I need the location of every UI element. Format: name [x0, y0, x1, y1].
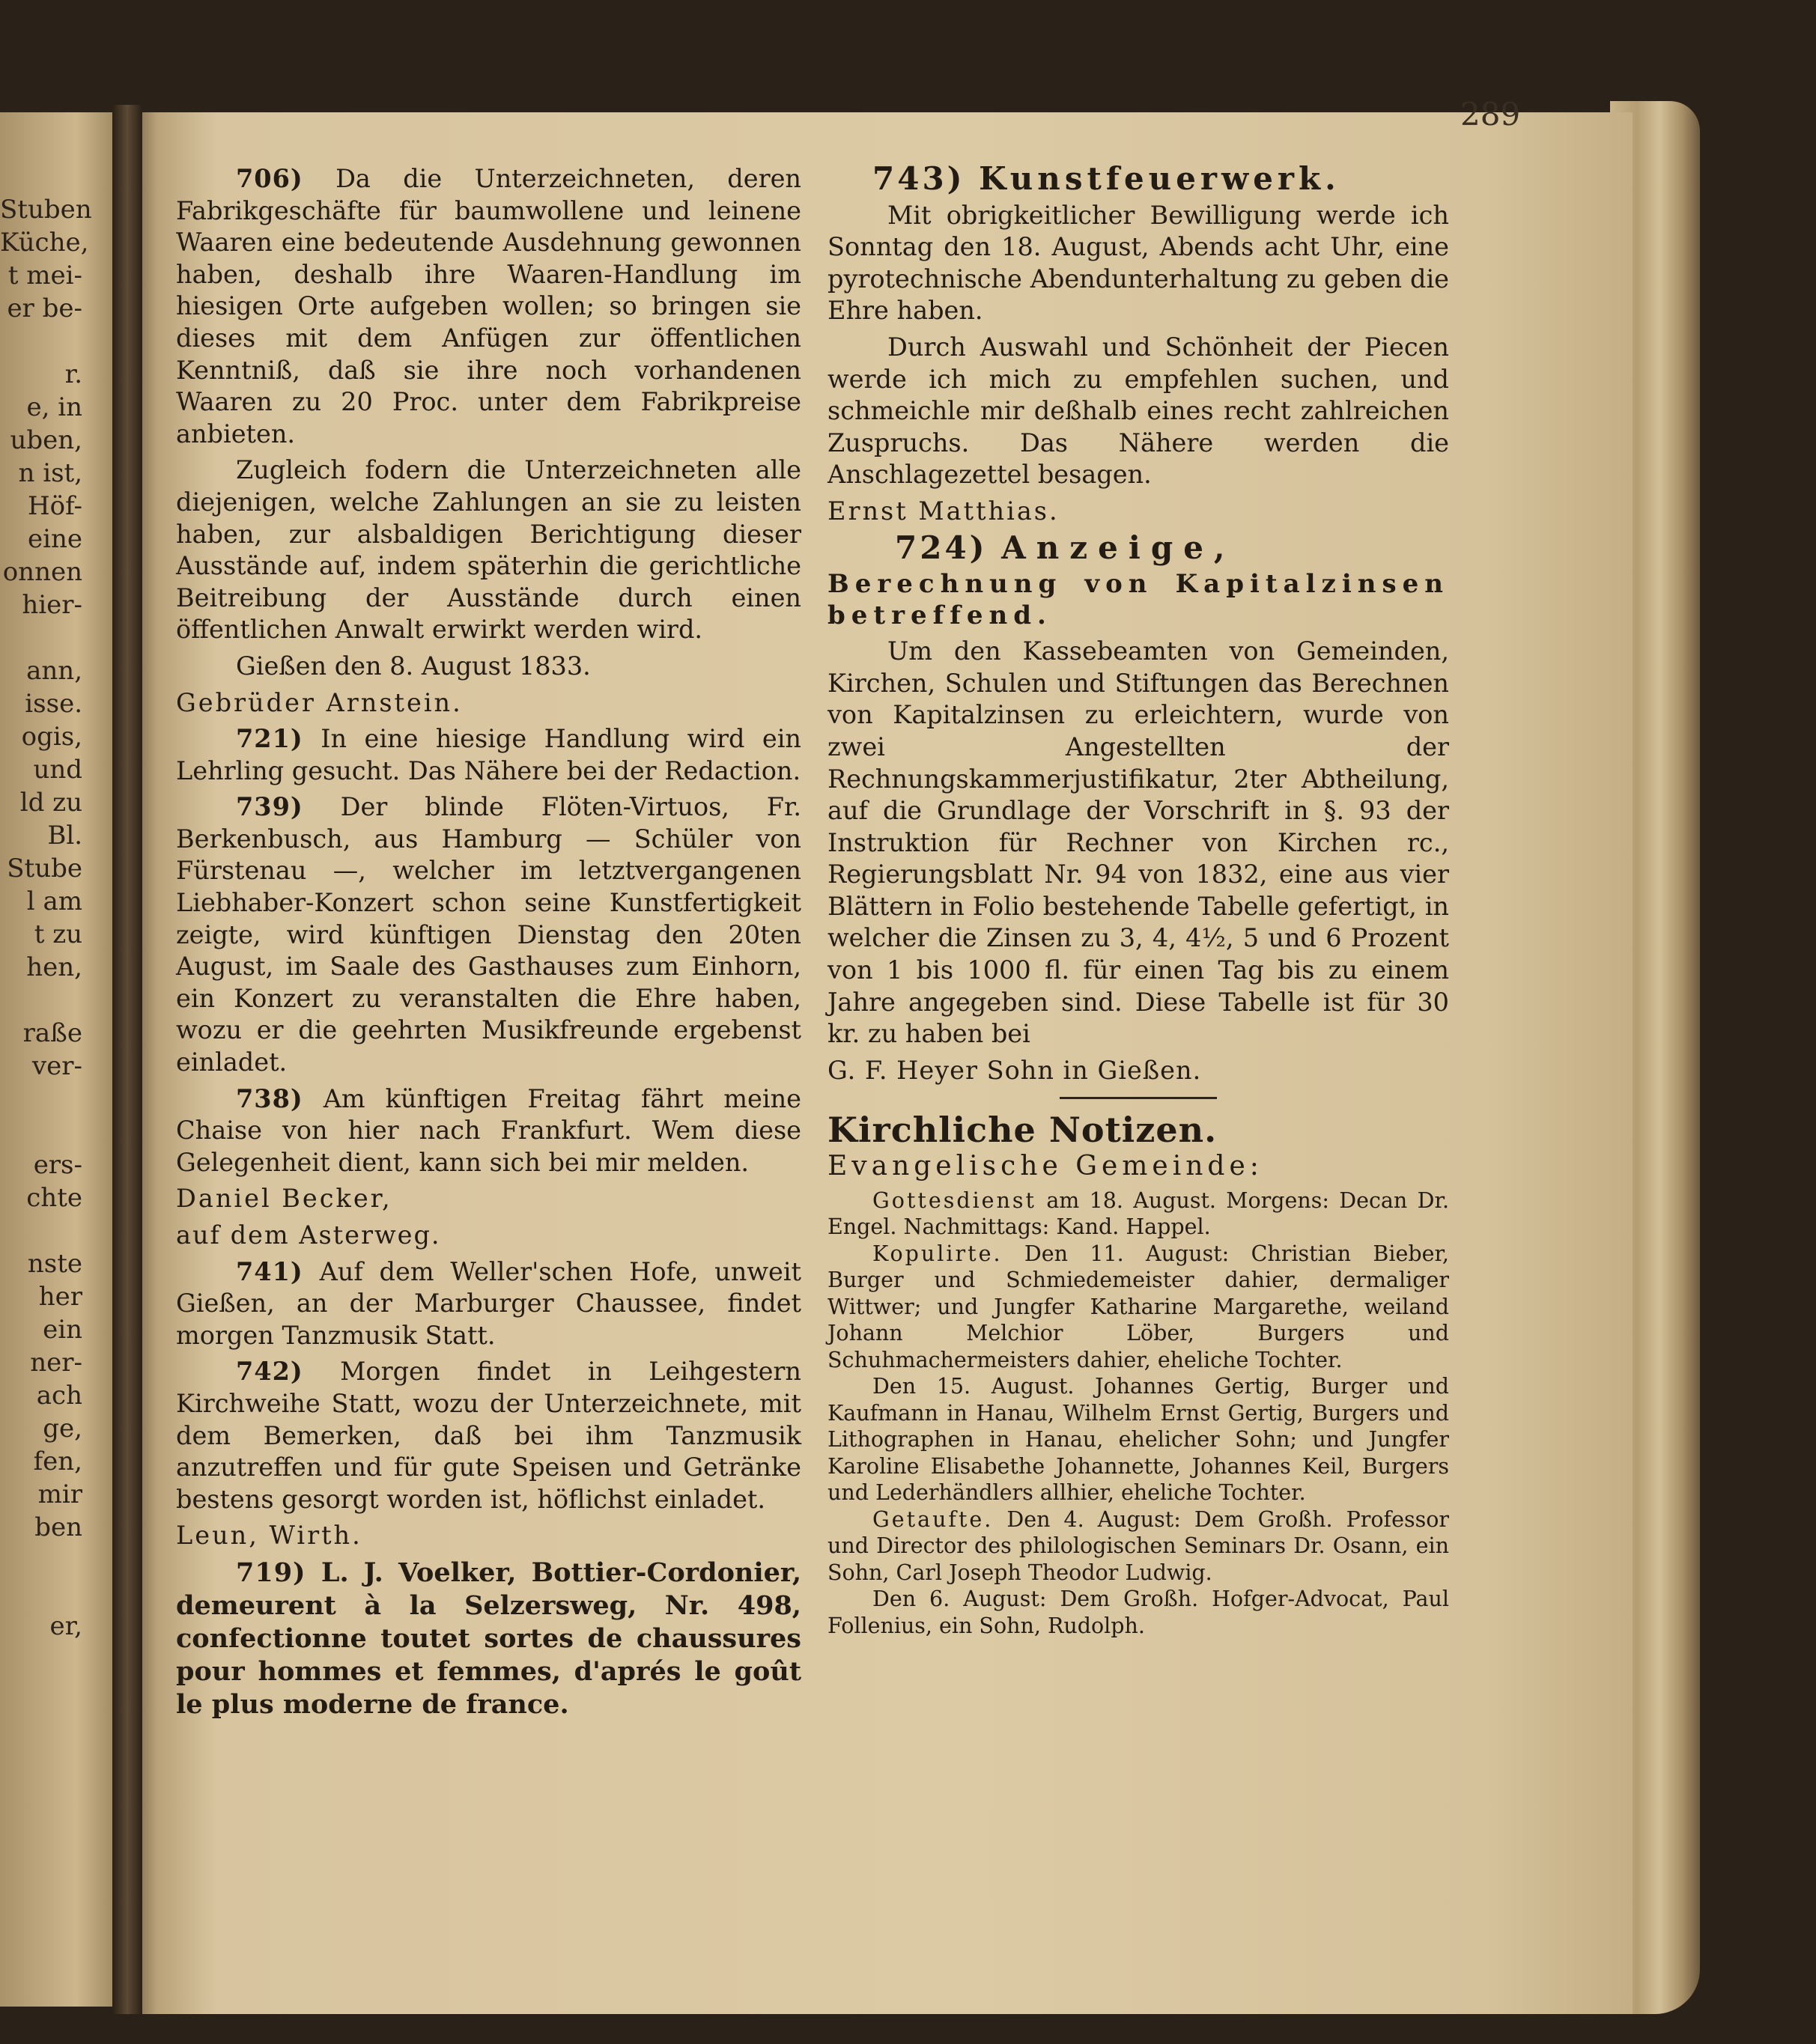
ad-738-signature-address: auf dem Asterweg. [176, 1220, 441, 1250]
left-page-fragment: Höf- [28, 491, 82, 521]
marriage-notice-1: Kopulirte. Den 11. August: Christian Bieber, Burger und Schmiedemeister dahier, dermaliger Wittwer; und Jungfer Katharine Margarethe, weiland Johann Melchior Löber, Burgers und Schuhmachermeisters dahier, eheliche Tochter. [827, 1241, 1449, 1372]
congregation-heading: Evangelische Gemeinde: [827, 1151, 1263, 1182]
left-page-fragment: ben [34, 1512, 82, 1542]
ad-706-date: Gießen den 8. August 1833. [236, 651, 591, 681]
left-page-fragment: ach [36, 1381, 82, 1411]
left-page-fragment [0, 1116, 82, 1149]
left-page-fragment: nste [27, 1249, 82, 1279]
left-page-fragment: chte [26, 1183, 82, 1213]
left-page-fragment: onnen [2, 557, 82, 587]
ad-706-signature: Gebrüder Arnstein. [176, 687, 463, 717]
ad-742-signature: Leun, Wirth. [176, 1521, 362, 1551]
left-page-fragment: ers- [33, 1150, 82, 1180]
ad-743-signature: Ernst Matthias. [827, 496, 1060, 526]
left-page-fragment [0, 984, 82, 1017]
ad-743: Mit obrigkeitlicher Bewilligung werde ich Sonntag den 18. August, Abends acht Uhr, eine pyrotechnische Abendunterhaltung zu geben die Ehre haben. [827, 200, 1449, 326]
ad-719: 719) L. J. Voelker, Bottier-Cordonier, demeurent à la Selzersweg, Nr. 498, confectionne toutet sortes de chaussures pour hommes et femmes, d'aprés le goût le plus moderne de france. [176, 1557, 802, 1720]
left-page-fragment: und [33, 755, 82, 785]
left-page-fragment: raße [22, 1018, 82, 1048]
ad-742: 742) Morgen findet in Leihgestern Kirchweihe Statt, wozu der Unterzeichnete, mit dem Bemerken, daß bei ihm Tanzmusik anzutreffen und für gute Speisen und Getränke bestens gesorgt worden ist, höflichst einladet. [176, 1357, 801, 1514]
ad-738-signature: Daniel Becker, [176, 1184, 392, 1214]
ad-738: 738) Am künftigen Freitag fährt meine Chaise von hier nach Frankfurt. Wem diese Gelegenheit dient, kann sich bei mir melden. [176, 1083, 801, 1177]
ad-739: 739) Der blinde Flöten-Virtuos, Fr. Berkenbusch, aus Hamburg — Schüler von Fürstenau —, welcher im letztvergangenen Liebhaber-Konzert schon seine Kunstfertigkeit zeigte, wird künftigen Dienstag den 20ten August, im Saale des Gasthauses zum Einhorn, ein Konzert zu veranstalten die Ehre haben, wozu er die geehrten Musikfreunde ergebenst einladet. [176, 792, 802, 1077]
left-page-fragment: ogis, [21, 722, 82, 752]
left-page-fragment: uben, [10, 425, 82, 455]
left-page-fragment: ver- [31, 1051, 82, 1081]
left-page-fragment: mir [37, 1479, 82, 1509]
service-notice: Gottesdienst am 18. August. Morgens: Decan Dr. Engel. Nachmittags: Kand. Happel. [827, 1187, 1449, 1240]
left-page-fragments [0, 193, 92, 1643]
ad-743-heading: 743) Kunstfeuerwerk. [872, 160, 1340, 197]
left-page-fragment: Stuben [0, 195, 92, 225]
ad-724-subheading: Berechnung von Kapitalzinsen betreffend. [827, 569, 1449, 631]
baptism-notice-2: Den 6. August: Dem Großh. Hofger-Advocat, Paul Follenius, ein Sohn, Rudolph. [827, 1587, 1449, 1638]
left-page-fragment: fen, [33, 1447, 82, 1476]
left-page-fragment: t mei- [7, 261, 82, 291]
ad-724-signature: G. F. Heyer Sohn in Gießen. [827, 1055, 1202, 1085]
left-page-fragment: t zu [34, 919, 82, 949]
ad-741: 741) Auf dem Weller'schen Hofe, unweit Gießen, an der Marburger Chaussee, findet morgen Tanzmusik Statt. [176, 1256, 802, 1350]
left-page-fragment [0, 1544, 82, 1577]
left-page-fragment: ein [43, 1315, 82, 1345]
left-page-fragment: Küche, [0, 228, 89, 258]
left-page-fragment: ge, [43, 1414, 82, 1444]
left-page-fragment: hier- [22, 590, 82, 620]
left-page-fragment: n ist, [18, 458, 82, 488]
left-page-fragment: er be- [7, 293, 82, 323]
left-page-fragment: hen, [26, 952, 82, 982]
left-page-fragment: Stube [7, 854, 82, 883]
church-notices-title: Kirchliche Notizen. [827, 1110, 1218, 1151]
section-divider [1060, 1097, 1217, 1099]
left-page-fragment: e, in [26, 392, 82, 422]
ad-724: Um den Kassebeamten von Gemeinden, Kirchen, Schulen und Stiftungen das Berechnen von Kapitalzinsen zu erleichtern, wurde von zwei Angestellten der Rechnungskammerjustifikatur, 2ter Abtheilung, auf die Grundlage der Vorschrift in §. 93 der Instruktion für Rechner von Kirchen rc., Regierungsblatt Nr. 94 von 1832, eine aus vier Blättern in Folio bestehende Tabelle gefertigt, in welcher die Zinsen zu 3, 4, 4½, 5 und 6 Prozent von 1 bis 1000 fl. für einen Tag bis zu einem Jahre angegeben sind. Diese Tabelle ist für 30 kr. zu haben bei [827, 636, 1449, 1049]
left-page-fragment: ann, [26, 656, 82, 686]
left-page-fragment: er, [49, 1611, 82, 1641]
left-page-fragment: eine [27, 524, 82, 554]
left-page-fragment: r. [64, 359, 82, 389]
left-page-fragment: l am [26, 886, 82, 916]
left-page-fragment: ld zu [19, 788, 82, 818]
left-page-fragment: Bl. [47, 821, 82, 851]
left-page-fragment [0, 325, 82, 358]
left-page-fragment [0, 1214, 82, 1247]
book-gutter [112, 105, 142, 2014]
right-column [827, 160, 1449, 1639]
left-page-fragment: isse. [25, 689, 82, 719]
left-page-fragment [0, 621, 82, 654]
marriage-notice-2: Den 15. August. Johannes Gertig, Burger und Kaufmann in Hanau, Wilhelm Ernst Gertig, Burgers und Lithographen in Hanau, ehelicher Sohn; und Jungfer Karoline Elisabethe Johannette, Johannes Keil, Burgers und Lederhändlers allhier, eheliche Tochter. [827, 1374, 1449, 1506]
left-page-fragment: ner- [30, 1348, 82, 1378]
page-number: 289 [1460, 96, 1521, 133]
left-page-fragment [0, 1577, 82, 1610]
church-notices-body [827, 1187, 1449, 1640]
baptism-notice-1: Getaufte. Den 4. August: Dem Großh. Professor und Director des philologischen Seminars Dr. Osann, ein Sohn, Carl Joseph Theodor Ludwig. [827, 1506, 1449, 1585]
ad-724-heading: 724) Anzeige, [895, 529, 1236, 566]
ad-721: 721) In eine hiesige Handlung wird ein Lehrling gesucht. Das Nähere bei der Redaction. [176, 724, 801, 785]
left-page-fragment: her [38, 1282, 82, 1312]
ad-743-continued: Durch Auswahl und Schönheit der Piecen werde ich mich zu empfehlen suchen, und schmeichle mir deßhalb eines recht zahlreichen Zuspruchs. Das Nähere werden die Anschlagezettel besagen. [827, 332, 1449, 490]
left-column [176, 163, 801, 1726]
ad-706-continued: Zugleich fodern die Unterzeichneten alle diejenigen, welche Zahlungen an sie zu leisten haben, zur alsbaldigen Berichtigung dieser Ausstände auf, indem späterhin die gerichtliche Beitreibung der Ausstände durch einen öffentlichen Anwalt erwirkt werden wird. [176, 455, 801, 645]
ad-706: 706) Da die Unterzeichneten, deren Fabrikgeschäfte für baumwollene und leinene Waaren eine bedeutende Ausdehnung gewonnen haben, deshalb ihre Waaren-Handlung im hiesigen Orte aufgeben wollen; so bringen sie dieses mit dem Anfügen zur öffentlichen Kenntniß, daß sie ihre noch vorhandenen Waaren zu 20 Proc. unter dem Fabrikpreise anbieten. [176, 164, 801, 448]
left-page-fragment [0, 1083, 82, 1116]
